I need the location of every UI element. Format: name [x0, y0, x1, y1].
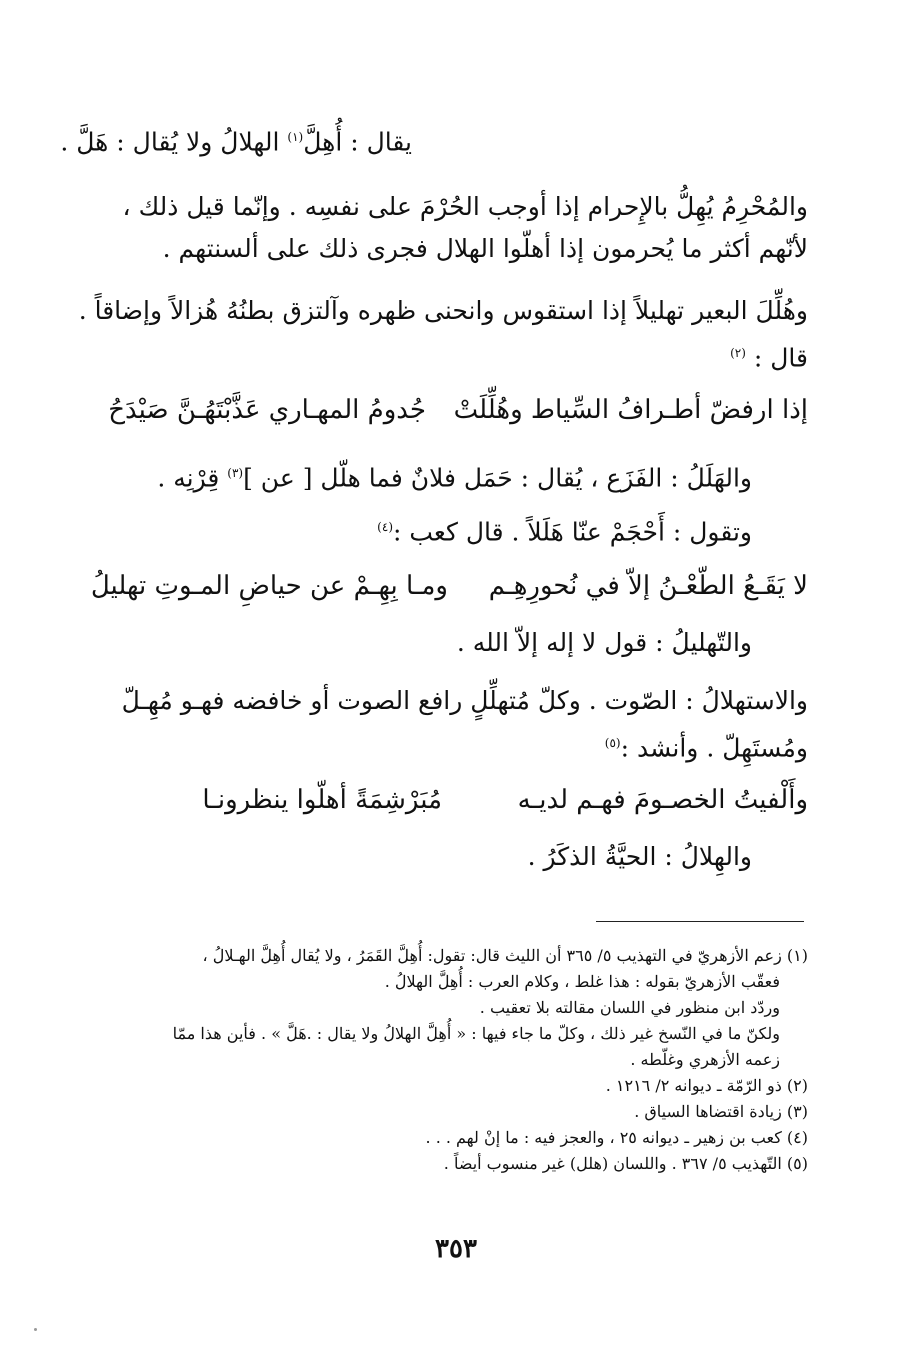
verse-hemistich-first: وأَلْفيتُ الخصـومَ فهـم لديـه [517, 785, 808, 815]
footnote-ref: (٢) [730, 346, 746, 360]
footnote-line: فعقّب الأزهريّ بقوله : هذا غلط ، وكلام العرب : أُهِلَّ الهلالُ . [384, 972, 780, 991]
footnote-ref: (٤) [377, 520, 393, 534]
footnote-separator [596, 921, 804, 922]
footnote-line: ولكنّ ما في النّسخ غير ذلك ، وكلّ ما جاء فيها : « أُهِلَّ الهلالُ ولا يقال : .هَلَّ » . فأين هذا ممّا [172, 1024, 780, 1043]
paragraph-line [605, 726, 808, 765]
footnote-line: زعمه الأزهري وغلّطه . [630, 1050, 780, 1069]
paragraph-line: والتّهليلُ : قول لا إله إلاّ الله . [456, 628, 752, 657]
paragraph-line [377, 510, 752, 549]
verse-hemistich-second: ومـا بِهِـمْ عن حياضِ المـوتِ تهليلُ [90, 571, 448, 601]
page-number: ٣٥٣ [435, 1234, 477, 1264]
footnote-ref: (١) [287, 130, 304, 144]
verse-hemistich-first: لا يَقَـعُ الطّعْـنُ إلاّ في نُحورِهِـم [488, 571, 808, 601]
body-text: قال : [753, 343, 808, 373]
paragraph-line [730, 336, 808, 375]
footnote-line: (٤) كعب بن زهير ـ ديوانه ٢٥ ، والعجز فيه : ما إنْ لهم . . . [425, 1128, 808, 1147]
scan-speck [34, 1328, 37, 1331]
body-text: والهَلَلُ : الفَزَع ، يُقال : حَمَل فلانٌ فما هلّل [ عن ] [243, 463, 752, 493]
paragraph-line: والهِلالُ : الحيَّةُ الذكَرُ . [527, 842, 752, 871]
body-text: ومُستَهِلّ . وأنشد : [620, 733, 808, 763]
verse-hemistich-first: إذا ارفضّ أطـرافُ السِّياط وهُلِّلَتْ [453, 395, 808, 425]
footnote-line: (٥) التّهذيب ٥/ ٣٦٧ . واللسان (هلل) غير منسوب أيضاً . [443, 1154, 808, 1173]
footnote-line: وردّد ابن منظور في اللسان مقالته بلا تعقيب . [479, 998, 780, 1017]
paragraph-line: والمُحْرِمُ يُهِلُّ بالإِحرام إذا أوجب الحُرْمَ على نفسِه . وإنّما قيل ذلك ، [122, 192, 808, 221]
footnote-ref: (٥) [604, 736, 621, 750]
paragraph-line [157, 456, 752, 495]
footnote-ref: (٣) [227, 466, 244, 480]
footnote-line: (٣) زيادة اقتضاها السياق . [634, 1102, 808, 1121]
footnote-line: (١) زعم الأزهريّ في التهذيب ٥/ ٣٦٥ أن الليث قال: تقول: أُهِلَّ القَمَرُ ، ولا يُقال أُهِلَّ الهـلالُ ، [202, 946, 808, 965]
paragraph-line: لأنّهم أكثر ما يُحرمون إذا أهلّوا الهلال فجرى ذلك على ألسنتهم . [162, 234, 808, 263]
footnote-line: (٢) ذو الرّمّة ـ ديوانه ٢/ ١٢١٦ . [605, 1076, 808, 1095]
body-text: الهلالُ ولا يُقال : هَلَّ . [60, 127, 288, 157]
body-text: يقال : أُهِلَّ [303, 127, 412, 157]
verse-hemistich-second: مُبَرْشِمَةً أهلّوا ينظرونـا [202, 785, 442, 815]
paragraph-line: وهُلِّلَ البعير تهليلاً إذا استقوس وانحنى ظهره وآلتزق بطنُهُ هُزالاً وإضاقاً . [78, 296, 808, 325]
body-text: قِرْنِه . [157, 463, 228, 493]
verse-hemistich-second: جُدومُ المهـاري عَذَّبْتَهُـنَّ صَيْدَحُ [108, 395, 426, 425]
paragraph-line [60, 120, 412, 159]
paragraph-line: والاستهلالُ : الصّوت . وكلّ مُتهلِّلٍ رافع الصوت أو خافضه فهـو مُهِـلّ [121, 686, 808, 715]
body-text: وتقول : أَحْجَمْ عنّا هَلَلاً . قال كعب : [393, 517, 752, 547]
